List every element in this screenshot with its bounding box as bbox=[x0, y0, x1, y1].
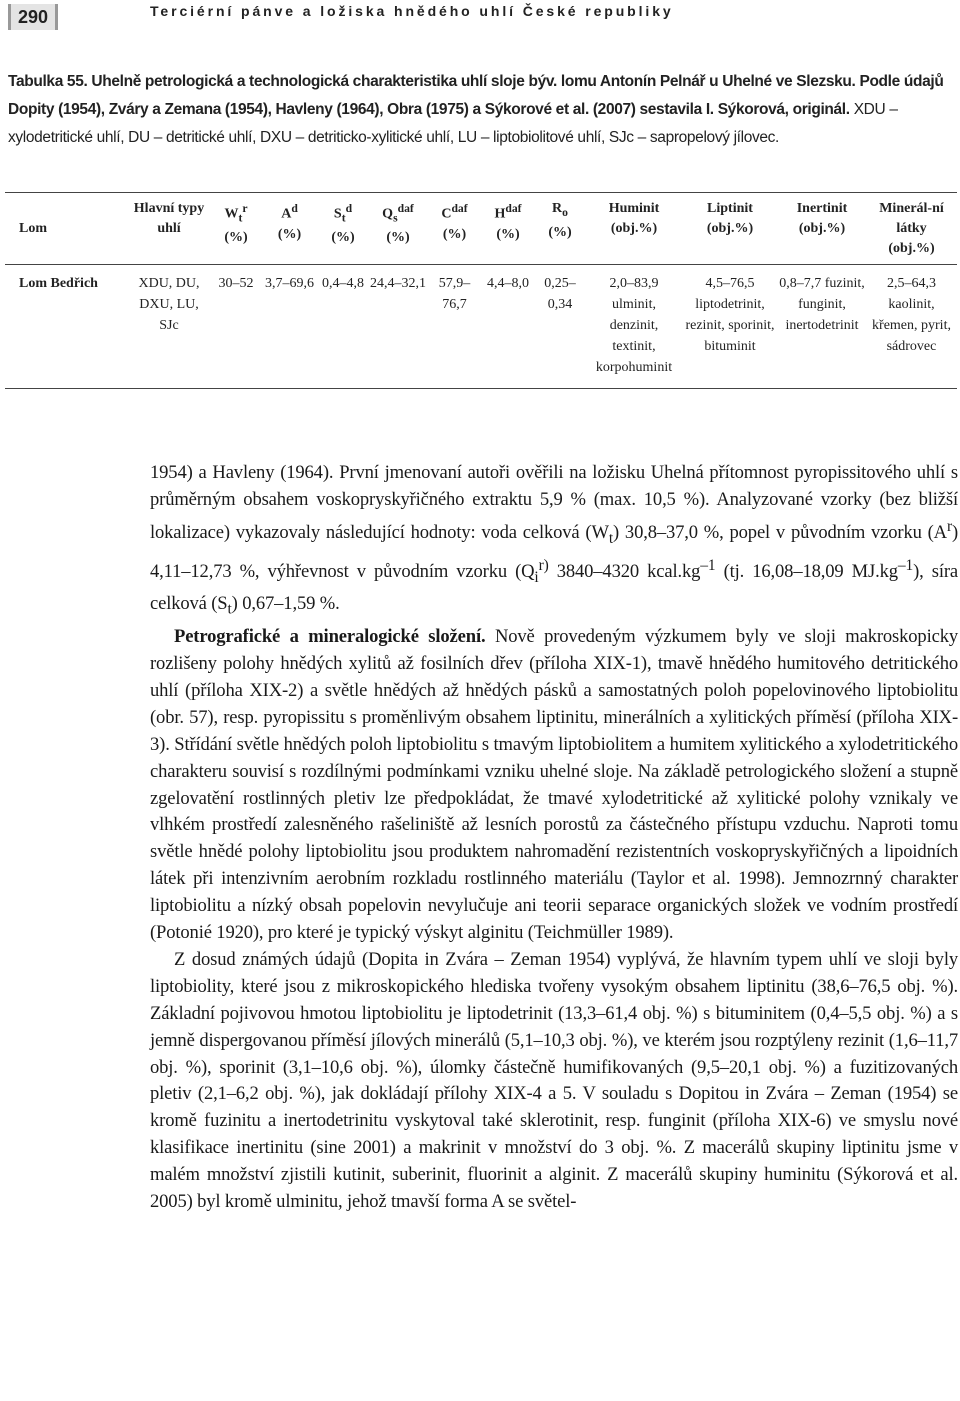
header-r: $R_o$ (%) bbox=[534, 193, 586, 265]
running-title: Terciérní pánve a ložiska hnědého uhlí České republiky bbox=[150, 3, 674, 19]
caption-bold: Tabulka 55. Uhelně petrologická a technologická charakteristika uhlí sloje býv. lomu Antonín Pelnář u Uhelné ve Slezsku. Podle údajů Dopity (1954), Zváry a Zemana (1954), Havleny (1964), Obra (1975) a Sýkorové et al. (2007) sestavila I. Sýkorová, originál. bbox=[8, 73, 944, 118]
section-heading: Petrografické a mineralogické složení. bbox=[174, 626, 486, 648]
cell-h: 4,4–8,0 bbox=[482, 265, 534, 389]
table-caption bbox=[8, 68, 956, 152]
body-text bbox=[150, 460, 958, 1216]
caption-regular: XDU – xylodetritické uhlí, DU – detritické uhlí, DXU – detriticko-xylitické uhlí, LU – liptobiolitové uhlí, SJc – sapropelový jílovec. bbox=[8, 101, 898, 146]
header-mineralni: Minerál-ní látky (obj.%) bbox=[866, 193, 957, 265]
cell-liptinit: 4,5–76,5 liptodetrinit, rezinit, sporinit, bituminit bbox=[682, 265, 778, 389]
cell-s: 0,4–4,8 bbox=[317, 265, 369, 389]
header-liptinit: Liptinit (obj.%) bbox=[682, 193, 778, 265]
cell-r: 0,25–0,34 bbox=[534, 265, 586, 389]
header-a: $A^d$ (%) bbox=[262, 193, 317, 265]
header-lom: Lom bbox=[5, 193, 128, 265]
data-table bbox=[5, 192, 957, 389]
header-h: $H^{daf}$ (%) bbox=[482, 193, 534, 265]
header-c: $C^{daf}$ (%) bbox=[427, 193, 482, 265]
cell-huminit: 2,0–83,9 ulminit, denzinit, textinit, korpohuminit bbox=[586, 265, 682, 389]
header-w: $W_t^r$ (%) bbox=[210, 193, 262, 265]
header-inertinit: Inertinit (obj.%) bbox=[778, 193, 866, 265]
table-row bbox=[5, 265, 957, 389]
paragraph-1: 1954) a Havleny (1964). První jmenovaní autoři ověřili na ložisku Uhelná přítomnost pyropissitového uhlí s průměrným obsahem voskopryskyřičného extraktu 5,9 % (max. 10,5 %). Analyzované vzorky (bez bližší lokalizace) vykazovaly následující hodnoty: voda celková $(W_t)$ 30,8–37,0 %, popel v původním vzorku $(A^r)$ 4,11–12,73 %, výhřevnost v původním vzorku ($Q_i^{r)}$ 3840–4320 $kcal.kg^{-1}$ (tj. 16,08–18,09 $MJ.kg^{-1}$), síra celková $(S_t)$ 0,67–1,59 %. bbox=[150, 462, 958, 619]
paragraph-3: Z dosud známých údajů (Dopita in Zvára – Zeman 1954) vyplývá, že hlavním typem uhlí ve sloji byly liptobiolity, které jsou z mikroskopického hlediska tvořeny vysokým obsahem liptinitu (38,6–76,5 obj. %). Základní pojivovou hmotou liptobiolitu je liptodetrinit (13,3–61,4 obj. %) s bituminitem (0,4–5,5 obj. %) a s jemně dispergovanou příměsí jílových minerálů (5,1–10,3 obj. %), ve kterém jsou rozptýleny rezinit (1,6–11,7 obj. %), sporinit (3,1–10,6 obj. %), úlomky částečně humifikovaných (9,5–20,1 obj. %) a fuzitizovaných pletiv (2,1–6,2 obj. %), jak dokládají přílohy XIX-4 a 5. V souladu s Dopitou in Zvára – Zeman (1954) se kromě fuzinitu a inertodetrinitu vyskytoval také sklerotinit, resp. funginit (příloha XIX-6) ve smyslu nové klasifikace inertinitu (sine 2001) a makrinit v množství do 3 obj. %. Z macerálů skupiny liptinitu jsme v malém množství zjistili kutinit, suberinit, fluorinit a alginit. Z macerálů skupiny huminitu (Sýkorová et al. 2005) byl kromě ulminitu, jehož tmavší forma A se světel- bbox=[150, 948, 958, 1213]
header-hlavni-typy: Hlavní typy uhlí bbox=[128, 193, 210, 265]
cell-w: 30–52 bbox=[210, 265, 262, 389]
paragraph-2: Petrografické a mineralogické složení. Nově provedeným výzkumem byly ve sloji makroskopicky rozlišeny polohy hnědých xylitů až fosilních dřev (příloha XIX-1), tmavě hnědého humitového detritického uhlí (příloha XIX-2) a světle hnědých až hnědých pásků a samostatných poloh popelovinového liptobiolitu (obr. 57), resp. pyropissitu s proměnlivým obsahem liptinitu, minerálních a xylitických příměsí (příloha XIX-3). Střídání světle hnědých poloh liptobiolitu s tmavým liptobiolitem a humitem xylitického a xylodetritického charakteru souvisí s rozdílnými podmínkami vzniku uhelné sloje. Na základě petrologického složení a stupně zgelovatění rostlinných pletiv lze předpokládat, že tmavé xylodetritické až xylitické polohy vznikaly ve vlhkém prostředí zalesněného rašeliniště až lesních porostů za částečného přístupu vzduchu. Naproti tomu světle hnědé polohy liptobiolitu jsou produktem nahromadění rezistentních voskopryskyřičných a lipoidních látek při intenzivním aerobním rozkladu rostlinného materiálu (Taylor et al. 1998). Jemnozrnný charakter liptobiolitu a nízký obsah popelovin nevylučuje ani teorii separace organických složek ve vodním prostředí (Potonié 1920), pro které je typický výskyt alginitu (Teichmüller 1989). bbox=[150, 626, 958, 944]
header-huminit: Huminit (obj.%) bbox=[586, 193, 682, 265]
page-header bbox=[0, 0, 960, 34]
cell-c: 57,9–76,7 bbox=[427, 265, 482, 389]
cell-lom: Lom Bedřich bbox=[5, 265, 128, 389]
cell-a: 3,7–69,6 bbox=[262, 265, 317, 389]
header-s: $S_t^d$ (%) bbox=[317, 193, 369, 265]
page-number: 290 bbox=[8, 4, 58, 30]
cell-mineralni: 2,5–64,3 kaolinit, křemen, pyrit, sádrovec bbox=[866, 265, 957, 389]
table-header-row bbox=[5, 193, 957, 265]
header-q: $Q_s^{daf}$ (%) bbox=[369, 193, 427, 265]
cell-q: 24,4–32,1 bbox=[369, 265, 427, 389]
cell-inertinit: 0,8–7,7 fuzinit, funginit, inertodetrinit bbox=[778, 265, 866, 389]
cell-types: XDU, DU, DXU, LU, SJc bbox=[128, 265, 210, 389]
